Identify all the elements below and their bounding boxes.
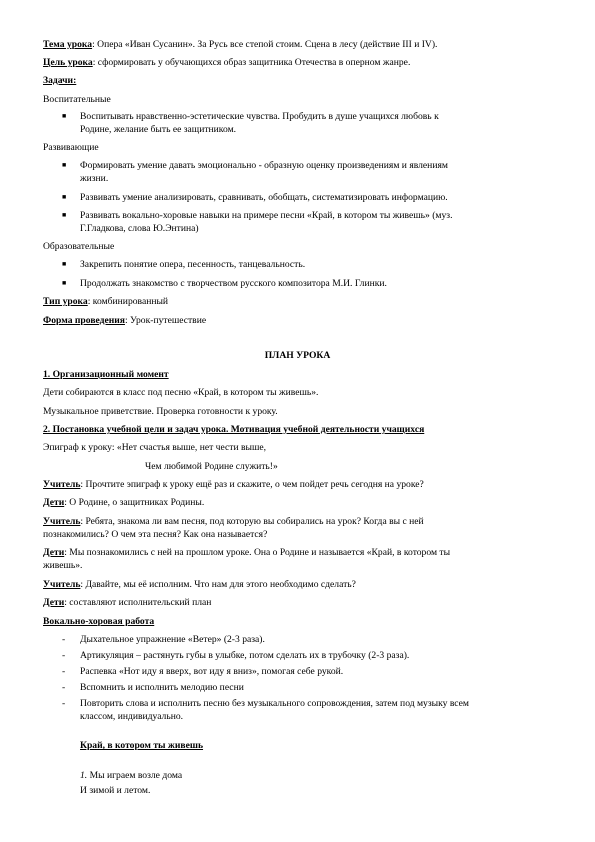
speaker-children: Дети (43, 547, 65, 558)
developing-item-1a: Формировать умение давать эмоционально - образную оценку произведениям и явлениям (80, 160, 448, 171)
section-1-title: 1. Организационный момент (43, 369, 169, 380)
plan-title: ПЛАН УРОКА (264, 350, 331, 361)
section-1-line-2: Музыкальное приветствие. Проверка готовности к уроку. (43, 406, 278, 417)
topic-label: Тема урока (43, 39, 93, 50)
bullet-icon: ■ (62, 161, 67, 169)
dash-marker: - (62, 698, 66, 709)
bullet-icon: ■ (62, 260, 67, 268)
vocal-work-title: Вокально-хоровая работа (43, 616, 155, 627)
vocal-item-1: Дыхательное упражнение «Ветер» (2-3 раза). (80, 634, 265, 645)
section-2-title: 2. Постановка учебной цели и задач урока. Мотивация учебной деятельности учащихся (43, 424, 425, 435)
dialogue-line (43, 497, 555, 509)
lesson-type-line (43, 296, 555, 308)
dialogue-text: : Ребята, знакома ли вам песня, под которую вы собирались на урок? Когда вы с ней (80, 516, 424, 527)
teaching-item-2: Продолжать знакомство с творчеством русского композитора М.И. Глинки. (80, 278, 387, 289)
dash-marker: - (62, 682, 66, 693)
dialogue-text: : составляют исполнительский план (64, 597, 212, 608)
dialogue-line-cont: познакомились? О чем эта песня? Как она называется? (43, 529, 268, 540)
developing-item-2: Развивать умение анализировать, сравнивать, обобщать, систематизировать информацию. (80, 192, 448, 203)
dialogue-text: : О Родине, о защитниках Родины. (64, 497, 205, 508)
bullet-icon: ■ (62, 112, 67, 120)
verse-line-2: И зимой и летом. (80, 785, 151, 796)
vocal-item-2: Артикуляция – растянуть губы в улыбке, потом сделать их в трубочку (2-3 раза). (80, 650, 410, 661)
dash-marker: - (62, 634, 66, 645)
epigraph-line-1: Эпиграф к уроку: «Нет счастья выше, нет чести выше, (43, 442, 267, 453)
dialogue-line (43, 597, 555, 609)
goal-label: Цель урока (43, 57, 93, 68)
dialogue-text: : Прочтите эпиграф к уроку ещё раз и скажите, о чем пойдет речь сегодня на уроке? (80, 479, 424, 490)
verse-number: 1. (80, 770, 88, 781)
teaching-heading: Образовательные (43, 241, 115, 252)
lesson-form-text: : Урок-путешествие (124, 315, 207, 326)
educational-heading: Воспитательные (43, 94, 111, 105)
song-title: Край, в котором ты живешь (80, 740, 204, 751)
lesson-type-label: Тип урока (43, 296, 88, 307)
goal-line (43, 57, 555, 69)
developing-item-1b: жизни. (80, 173, 109, 184)
dialogue-text: : Мы познакомились с ней на прошлом уроке. Она о Родине и называется «Край, в котором ты (64, 547, 451, 558)
dash-marker: - (62, 666, 66, 677)
bullet-icon: ■ (62, 211, 67, 219)
tasks-heading: Задачи: (43, 75, 77, 86)
dash-marker: - (62, 650, 66, 661)
bullet-icon: ■ (62, 193, 67, 201)
dialogue-line (43, 516, 555, 528)
dialogue-line (43, 579, 555, 591)
topic-text: : Опера «Иван Сусанин». За Русь все степой стоим. Сцена в лесу (действие III и IV). (92, 39, 438, 50)
dialogue-line-cont: живешь». (43, 560, 83, 571)
vocal-item-5a: Повторить слова и исполнить песню без музыкального сопровождения, затем под музыку всем (80, 698, 469, 709)
speaker-children: Дети (43, 597, 65, 608)
speaker-teacher: Учитель (43, 516, 81, 527)
developing-heading: Развивающие (43, 142, 99, 153)
lesson-form-label: Форма проведения (43, 315, 125, 326)
topic-line (43, 39, 555, 51)
dialogue-line (43, 479, 555, 491)
vocal-item-5b: классом, индивидуально. (80, 711, 184, 722)
speaker-children: Дети (43, 497, 65, 508)
dialogue-line (43, 547, 555, 559)
educational-item-1a: Воспитывать нравственно-эстетические чувства. Пробудить в душе учащихся любовь к (80, 111, 439, 122)
goal-text: : сформировать у обучающихся образ защитника Отечества в оперном жанре. (92, 57, 411, 68)
epigraph-line-2: Чем любимой Родине служить!» (145, 461, 278, 472)
vocal-item-3: Распевка «Нот иду я вверх, вот иду я вниз», помогая себе рукой. (80, 666, 344, 677)
developing-item-3b: Г.Гладкова, слова Ю.Энтина) (80, 223, 199, 234)
speaker-teacher: Учитель (43, 579, 81, 590)
bullet-icon: ■ (62, 279, 67, 287)
verse-line-1 (80, 770, 592, 782)
lesson-form-line (43, 315, 555, 327)
lesson-type-text: : комбинированный (87, 296, 169, 307)
verse-text: Мы играем возле дома (87, 770, 183, 781)
dialogue-text: : Давайте, мы её исполним. Что нам для этого необходимо сделать? (80, 579, 356, 590)
vocal-item-4: Вспомнить и исполнить мелодию песни (80, 682, 244, 693)
teaching-item-1: Закрепить понятие опера, песенность, танцевальность. (80, 259, 306, 270)
section-1-line-1: Дети собираются в класс под песню «Край, в котором ты живешь». (43, 387, 319, 398)
educational-item-1b: Родине, желание быть ее защитником. (80, 124, 237, 135)
developing-item-3a: Развивать вокально-хоровые навыки на примере песни «Край, в котором ты живешь» (муз. (80, 210, 453, 221)
speaker-teacher: Учитель (43, 479, 81, 490)
